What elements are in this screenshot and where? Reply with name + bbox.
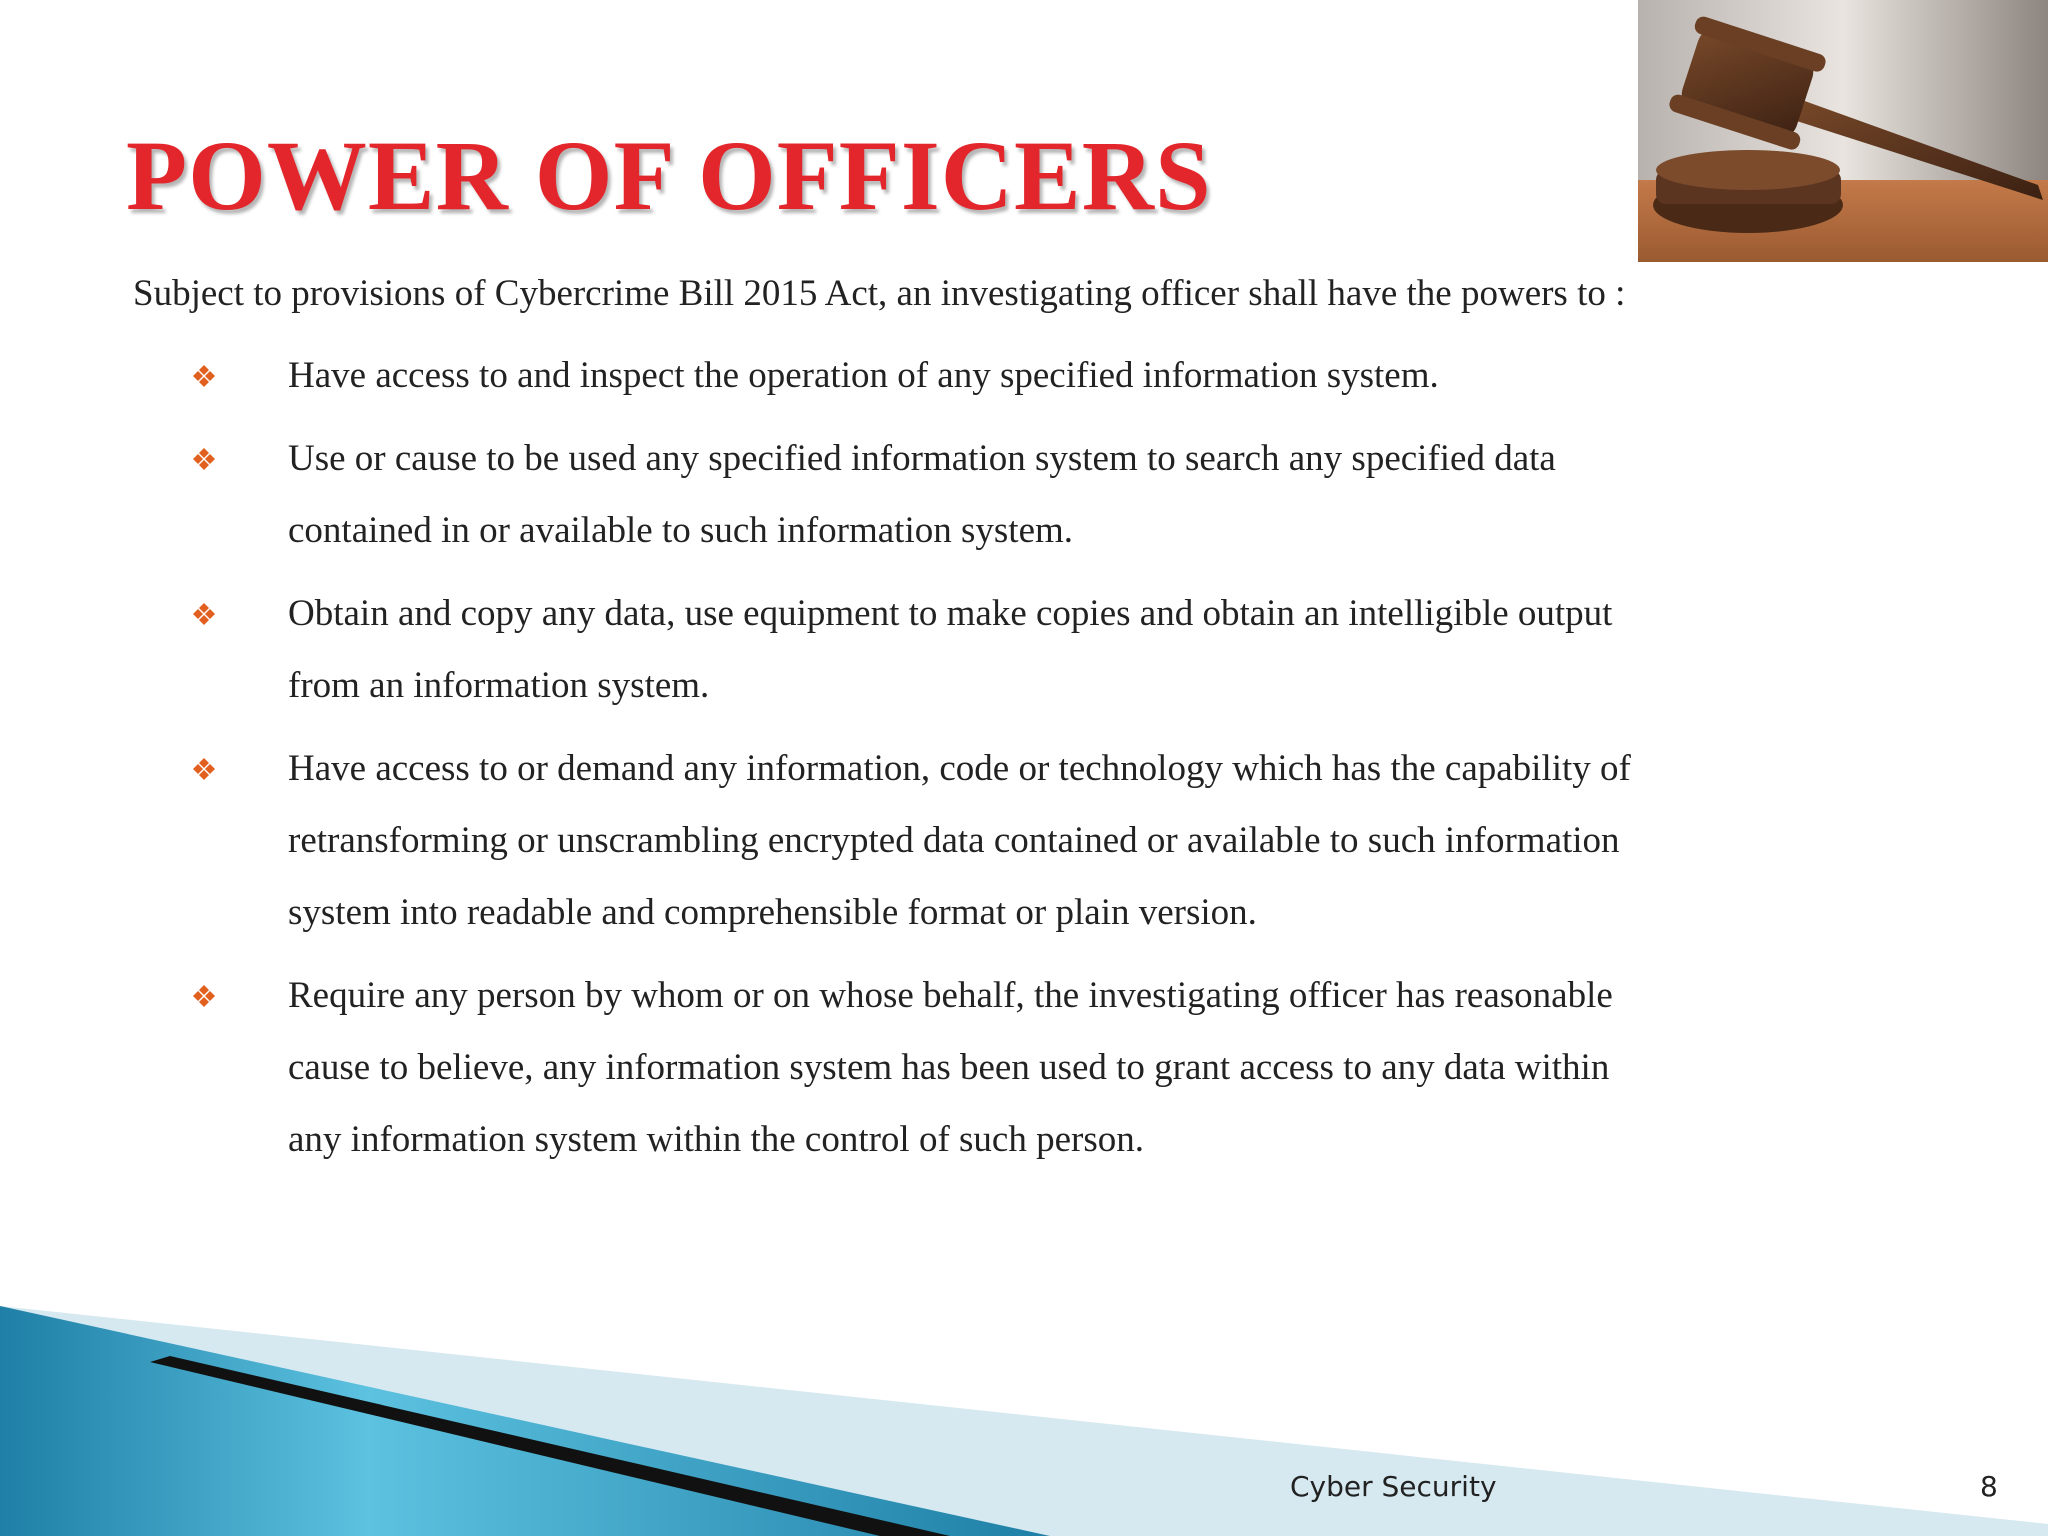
four-diamond-bullet-icon: [188, 423, 220, 495]
four-diamond-bullet-icon: [188, 578, 220, 650]
list-item: [133, 578, 1658, 722]
powers-list: [133, 340, 1693, 1176]
gavel-image: [1638, 0, 2048, 262]
list-item: [133, 733, 1658, 949]
four-diamond-bullet-icon: [188, 733, 220, 805]
bullet-text: Use or cause to be used any specified information system to search any specified data contained in or available to such information system.: [288, 438, 1556, 551]
four-diamond-bullet-icon: [188, 340, 220, 412]
list-item: [133, 340, 1658, 412]
footer-label: Cyber Security: [1290, 1470, 1497, 1503]
bullet-text: Obtain and copy any data, use equipment to make copies and obtain an intelligible output from an information system.: [288, 593, 1613, 706]
slide-title: POWER OF OFFICERS: [126, 120, 1212, 231]
bullet-text: Require any person by whom or on whose behalf, the investigating officer has reasonable cause to believe, any information system has been used to grant access to any data within any information system within the control of such person.: [288, 975, 1613, 1160]
intro-paragraph: Subject to provisions of Cybercrime Bill 2015 Act, an investigating officer shall have the powers to :: [133, 273, 1626, 314]
bullet-text: Have access to and inspect the operation of any specified information system.: [288, 355, 1439, 396]
list-item: [133, 960, 1658, 1176]
bottom-swoosh-decoration: [0, 1276, 2048, 1536]
slide-body: [133, 258, 1693, 1187]
bullet-text: Have access to or demand any information, code or technology which has the capability of retransforming or unscrambling encrypted data contained or available to such information system into readable and comprehensible format or plain version.: [288, 748, 1631, 933]
page-number: 8: [1980, 1470, 1998, 1503]
list-item: [133, 423, 1658, 567]
four-diamond-bullet-icon: [188, 960, 220, 1032]
